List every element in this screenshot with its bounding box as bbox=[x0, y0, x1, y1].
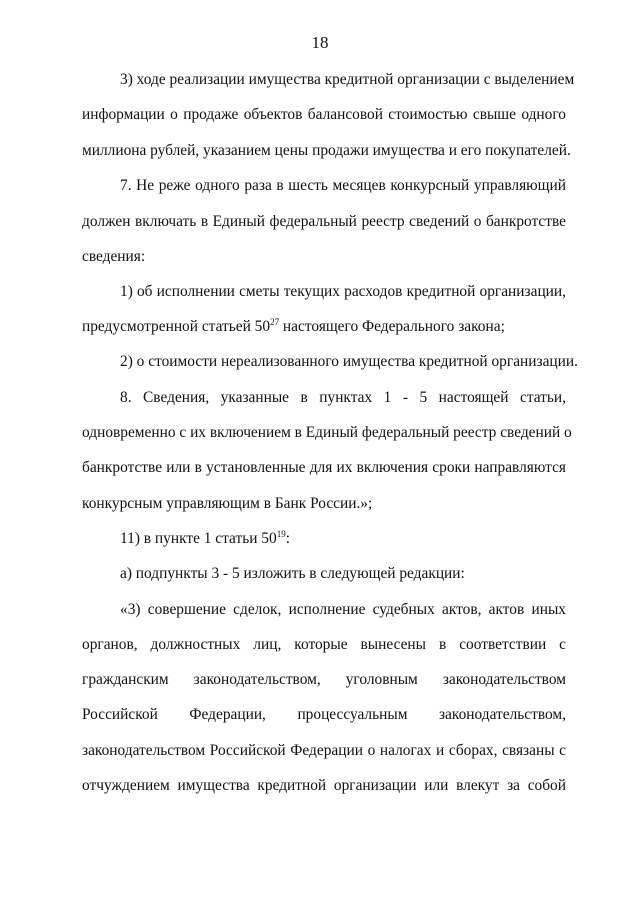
text-line: 1) об исполнении сметы текущих расходов кредитной организации, bbox=[120, 283, 566, 300]
text-line: Российской Федерации, процессуальным законодательством, bbox=[82, 706, 566, 723]
text-line: 7. Не реже одного раза в шесть месяцев конкурсный управляющий bbox=[120, 177, 566, 194]
text-line: 3) ходе реализации имущества кредитной организации с выделением bbox=[120, 71, 575, 88]
text-line: одновременно с их включением в Единый федеральный реестр сведений о bbox=[82, 424, 572, 441]
text-line: конкурсным управляющим в Банк России.»; bbox=[82, 495, 373, 512]
text-line: а) подпункты 3 - 5 изложить в следующей редакции: bbox=[120, 565, 465, 582]
text-line: 8. Сведения, указанные в пунктах 1 - 5 настоящей статьи, bbox=[120, 389, 566, 406]
text-line: информации о продаже объектов балансовой стоимостью свыше одного bbox=[82, 106, 566, 123]
text-line: банкротстве или в установленные для их включения сроки направляются bbox=[82, 459, 566, 476]
text-line: органов, должностных лиц, которые вынесены в соответствии с bbox=[82, 636, 566, 653]
text-line: законодательством Российской Федерации о налогах и сборах, связаны с bbox=[82, 742, 566, 759]
text-line-with-superscript: предусмотренной статьей $50^{27}$ настоящего Федерального закона; bbox=[82, 316, 505, 335]
text-line-with-superscript: 11) в пункте 1 статьи $50^{19}$: bbox=[120, 528, 290, 547]
text-line: миллиона рублей, указанием цены продажи имущества и его покупателей. bbox=[82, 142, 571, 159]
page-number: 18 bbox=[311, 33, 329, 52]
text-line: должен включать в Единый федеральный реестр сведений о банкротстве bbox=[82, 213, 566, 230]
text-line: сведения: bbox=[82, 248, 146, 265]
superscript: 27 bbox=[270, 316, 280, 327]
text-line: «3) совершение сделок, исполнение судебных актов, актов иных bbox=[120, 601, 566, 618]
text-line: гражданским законодательством, уголовным законодательством bbox=[82, 671, 566, 688]
text-line: отчуждением имущества кредитной организации или влекут за собой bbox=[82, 777, 566, 794]
text-line: 2) о стоимости нереализованного имущества кредитной организации. bbox=[120, 353, 578, 370]
superscript: 19 bbox=[276, 528, 286, 539]
